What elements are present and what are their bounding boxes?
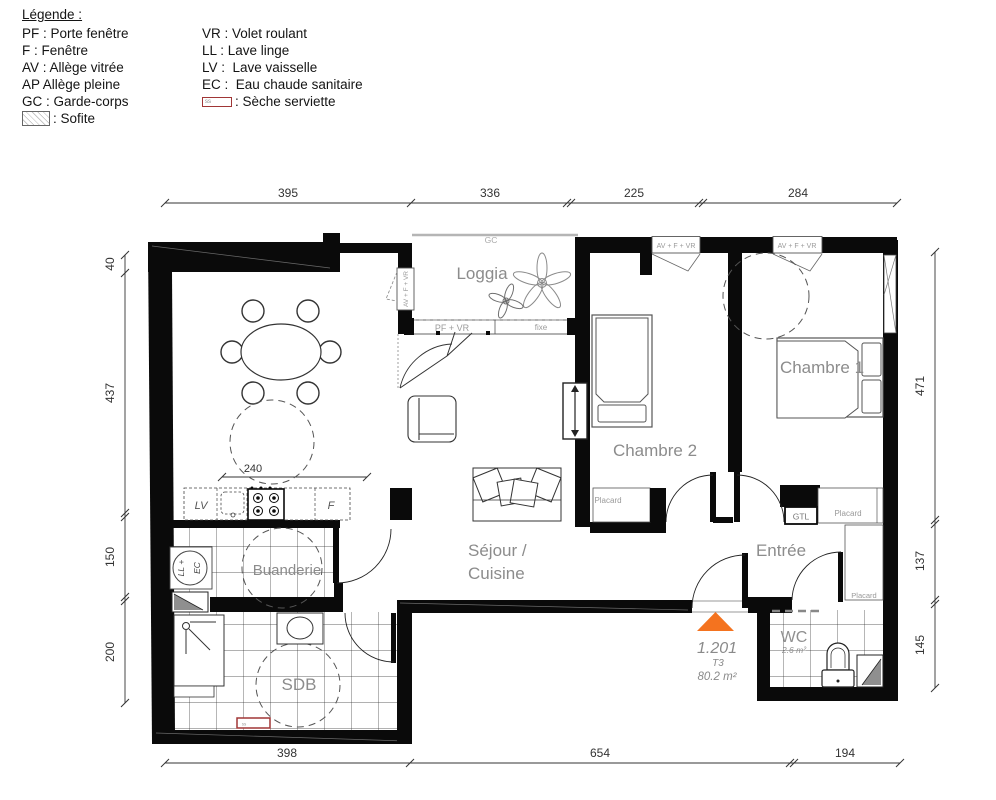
dim-right <box>913 248 939 692</box>
legend-seche-label: : Sèche serviette <box>235 94 336 109</box>
dim-bottom-1: 398 <box>276 746 298 760</box>
chambre2-placard-label: Placard <box>594 496 622 505</box>
chambre2-door-arc <box>666 475 713 522</box>
legend-item-ap: AP Allège pleine <box>22 77 121 92</box>
armchair <box>408 396 456 442</box>
french-door-leaves <box>400 332 472 388</box>
four-label: F <box>327 500 335 512</box>
legend-item-ll: LL : Lave linge <box>202 43 290 58</box>
right-wall-window <box>884 255 896 333</box>
buanderie-door-leaf <box>333 528 339 583</box>
wall-stub-chambre2 <box>640 253 652 275</box>
legend-item-gc: GC : Garde-corps <box>22 94 129 109</box>
chambre2-label: Chambre 2 <box>612 441 698 460</box>
washbasin <box>277 613 323 644</box>
washer-water-heater <box>170 547 212 589</box>
entrance-door-arc <box>692 555 745 608</box>
sink <box>221 492 244 514</box>
legend-title: Légende : <box>22 7 83 22</box>
entree-placard <box>845 525 883 600</box>
dining-table <box>241 324 321 380</box>
duct-buanderie <box>172 592 208 612</box>
fixe-label: fixe <box>534 323 548 332</box>
loggia <box>386 235 579 390</box>
legend-item-ec: EC : Eau chaude sanitaire <box>202 77 363 92</box>
window-swing <box>386 272 397 301</box>
dim-left-1: 40 <box>103 257 117 271</box>
dining-table-set <box>221 300 341 404</box>
gc-label: GC <box>484 235 498 245</box>
sdb-door-leaf <box>391 613 396 663</box>
dim-left-3: 150 <box>103 546 117 568</box>
unit-area: 80.2 m² <box>697 671 737 683</box>
kitchen-counter <box>184 463 412 520</box>
chambre1-window-label: AV + F + VR <box>777 243 817 250</box>
duct-wc <box>857 655 883 687</box>
wc-door-leaf <box>838 552 843 602</box>
chambre1 <box>723 253 883 524</box>
wall-top-middle <box>700 237 773 253</box>
dim-left-4: 200 <box>103 641 117 663</box>
wall-sejour-chambre2 <box>575 237 590 527</box>
dim-bottom-3: 194 <box>834 746 856 760</box>
wall-kitchen <box>172 520 340 528</box>
dim-top-3: 225 <box>623 186 645 200</box>
dim-right-2: 137 <box>913 550 927 572</box>
wall-wc-left <box>757 600 770 701</box>
lave-vaisselle-label: LV <box>194 500 208 512</box>
sdb-label: SDB <box>281 675 317 694</box>
wall-top-chambre2-a <box>590 237 652 253</box>
wall-chambre2-bottom <box>590 522 666 533</box>
french-door-arc <box>400 344 452 388</box>
entrance-door-leaf <box>742 553 748 608</box>
unit-type: T3 <box>712 658 724 669</box>
kitchen-dimension <box>218 463 371 481</box>
radiator <box>563 383 587 439</box>
single-bed <box>592 315 652 427</box>
legend-item-vr: VR : Volet roulant <box>202 26 308 41</box>
dim-right-1: 471 <box>913 375 927 397</box>
chambre2-placard <box>593 488 650 522</box>
legend-item-f: F : Fenêtre <box>22 43 89 58</box>
dim-left-2: 437 <box>103 382 117 404</box>
wall-gtl-block <box>780 485 820 507</box>
chambre2 <box>592 315 697 522</box>
loggia-label: Loggia <box>456 264 508 283</box>
wc-label: WC <box>780 629 808 646</box>
chambre2-window-label: AV + F + VR <box>656 243 696 250</box>
sofa <box>473 468 561 521</box>
ss-label: ss <box>241 721 247 727</box>
wc-area-label: 2.6 m² <box>781 645 807 655</box>
entree-label: Entrée <box>755 541 807 560</box>
dim-left <box>103 251 129 707</box>
dim-top <box>161 186 901 207</box>
sejour-label-line2: Cuisine <box>468 564 525 583</box>
pf-vr-label: PF + VR <box>434 323 470 333</box>
entree-placard-label: Placard <box>851 591 877 600</box>
chambre1-placard-label: Placard <box>834 509 862 518</box>
stove <box>248 487 284 521</box>
wall-wc-bottom <box>757 687 897 701</box>
kitchen-dim-label: 240 <box>243 463 263 475</box>
legend-item-pf: PF : Porte fenêtre <box>22 26 129 41</box>
sejour-label-line1: Séjour / <box>468 541 527 560</box>
shower <box>174 615 224 697</box>
wall-left <box>148 242 175 742</box>
buanderie-label: Buanderie <box>252 562 322 579</box>
wall-buanderie-right <box>334 583 343 600</box>
chambre1-door-arc <box>737 475 784 522</box>
turning-circle-sejour <box>230 400 314 484</box>
double-bed <box>777 338 883 418</box>
dim-right-3: 145 <box>913 634 927 656</box>
dim-top-4: 284 <box>787 186 809 200</box>
entrance-marker <box>697 612 734 631</box>
chambre2-door-leaf <box>710 472 716 522</box>
buanderie-door-arc <box>337 529 391 583</box>
wall-loggia-left-top <box>398 243 412 270</box>
ll-ec-label-2: EC <box>192 562 202 574</box>
dim-bottom-2: 654 <box>589 746 611 760</box>
dim-bottom <box>161 746 904 767</box>
chambre1-label: Chambre 1 <box>779 358 865 377</box>
ll-ec-label-1: LL + <box>176 559 186 577</box>
wall-buanderie-sdb <box>210 597 343 612</box>
plant-decoration <box>488 253 572 319</box>
legend-item-av: AV : Allège vitrée <box>22 60 124 75</box>
wall-sdb-right <box>397 600 412 744</box>
legend-item-lv: LV : Lave vaisselle <box>202 60 318 75</box>
wall-chambre1-chambre2 <box>728 253 742 472</box>
dim-top-1: 395 <box>277 186 299 200</box>
dim-top-2: 336 <box>479 186 501 200</box>
seche-serviette <box>237 718 270 728</box>
chambre1-door-leaf <box>734 472 740 522</box>
legend-sofite-label: : Sofite <box>53 111 96 126</box>
gtl-label: GTL <box>792 511 810 522</box>
unit-number: 1.201 <box>696 640 738 657</box>
loggia-window-label: AV + F + VR <box>403 270 410 308</box>
wall-entrance-stub <box>748 600 770 613</box>
seche-serviette-swatch: ss <box>202 97 232 107</box>
